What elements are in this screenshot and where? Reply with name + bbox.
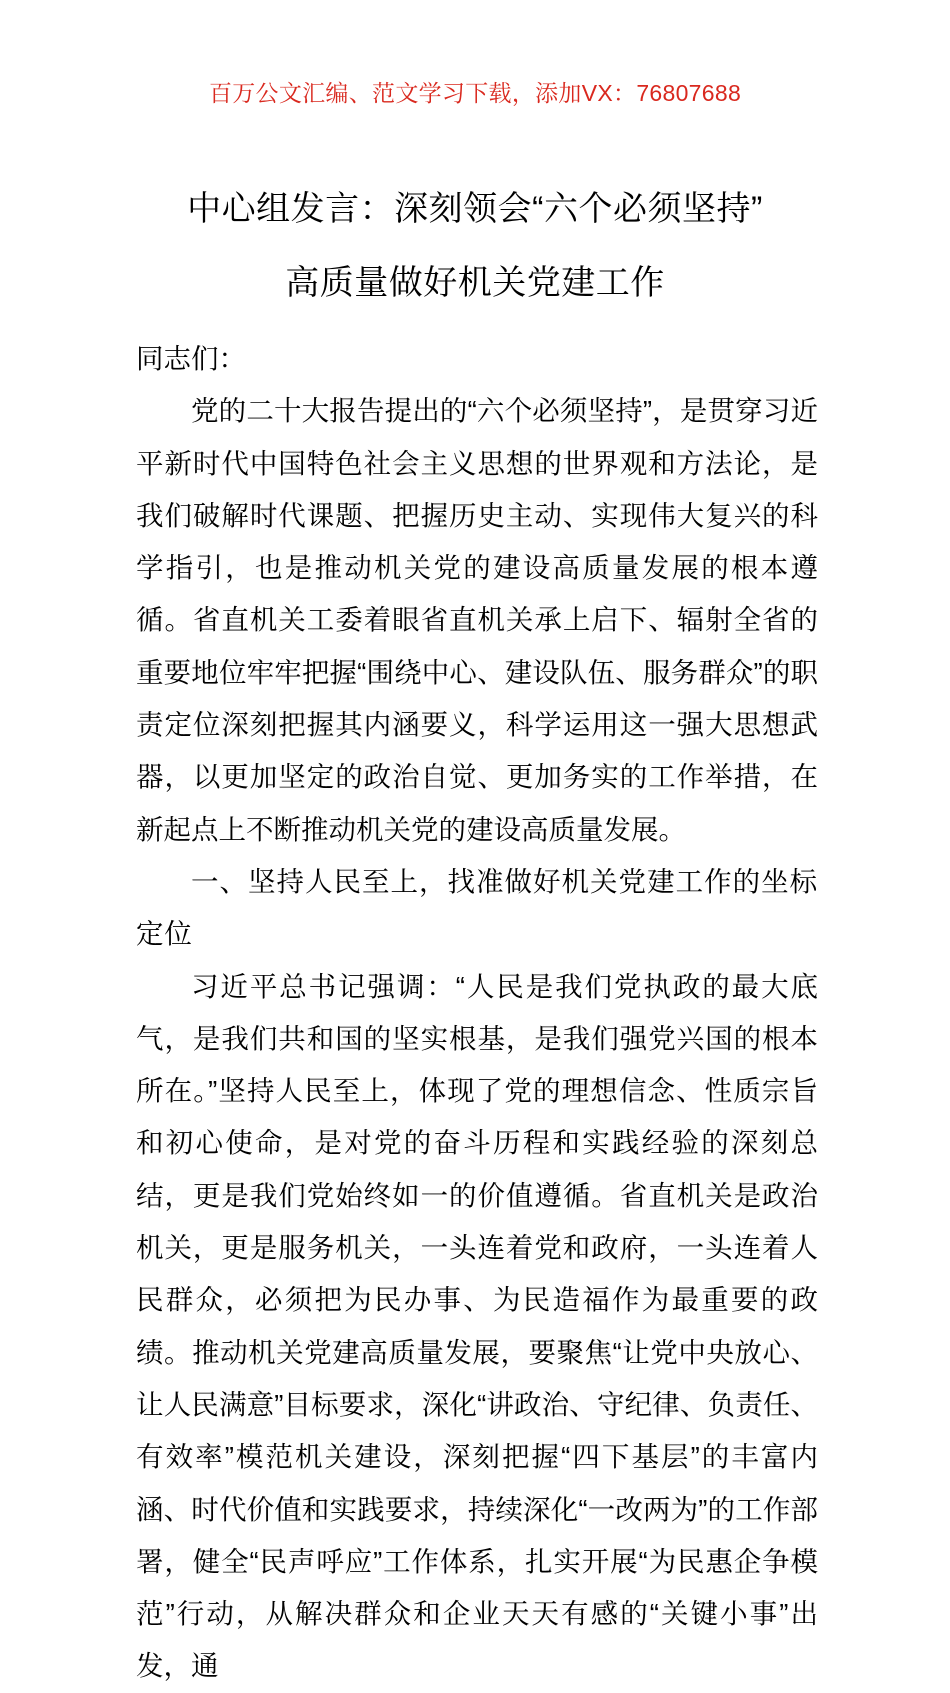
salutation: 同志们： — [136, 343, 246, 374]
page-title-line-2: 高质量做好机关党建工作 — [285, 264, 665, 302]
promo-watermark-text: 百万公文汇编、范文学习下载，添加VX：76807688 — [208, 80, 742, 106]
paragraph-intro: 党的二十大报告提出的“六个必须坚持”，是贯穿习近平新时代中国特色社会主义思想的世界观和方法论，是我们破解时代课题、把握历史主动、实现伟大复兴的科学指引，也是推动机关党的建设高质量发展的根本遵循。省直机关工委着眼省直机关承上启下、辐射全省的重要地位牢牢把握“围绕中心、建设队伍、服务群众”的职责定位深刻把握其内涵要义，科学运用这一强大思想武器，以更加坚定的政治自觉、更加务实的工作举措，在新起点上不断推动机关党的建设高质量发展。 — [136, 395, 818, 845]
paragraph-section-one-body: 习近平总书记强调：“人民是我们党执政的最大底气，是我们共和国的坚实根基，是我们强党兴国的根本所在。”坚持人民至上，体现了党的理想信念、性质宗旨和初心使命，是对党的奋斗历程和实践经验的深刻总结，更是我们党始终如一的价值遵循。省直机关是政治机关，更是服务机关，一头连着党和政府，一头连着人民群众，必须把为民办事、为民造福作为最重要的政绩。推动机关党建高质量发展，要聚焦“让党中央放心、让人民满意”目标要求，深化“讲政治、守纪律、负责任、有效率”模范机关建设，深刻把握“四下基层”的丰富内涵、时代价值和实践要求，持续深化“一改两为”的工作部署，健全“民声呼应”工作体系，扎实开展“为民惠企争模范”行动，从解决群众和企业天天有感的“关键小事”出发，通 — [136, 970, 818, 1682]
page-title-line-1: 中心组发言：深刻领会“六个必须坚持” — [187, 190, 763, 228]
document-body — [136, 333, 818, 1693]
page-title — [100, 172, 850, 320]
section-heading-one: 一、坚持人民至上，找准做好机关党建工作的坐标定位 — [136, 865, 818, 950]
